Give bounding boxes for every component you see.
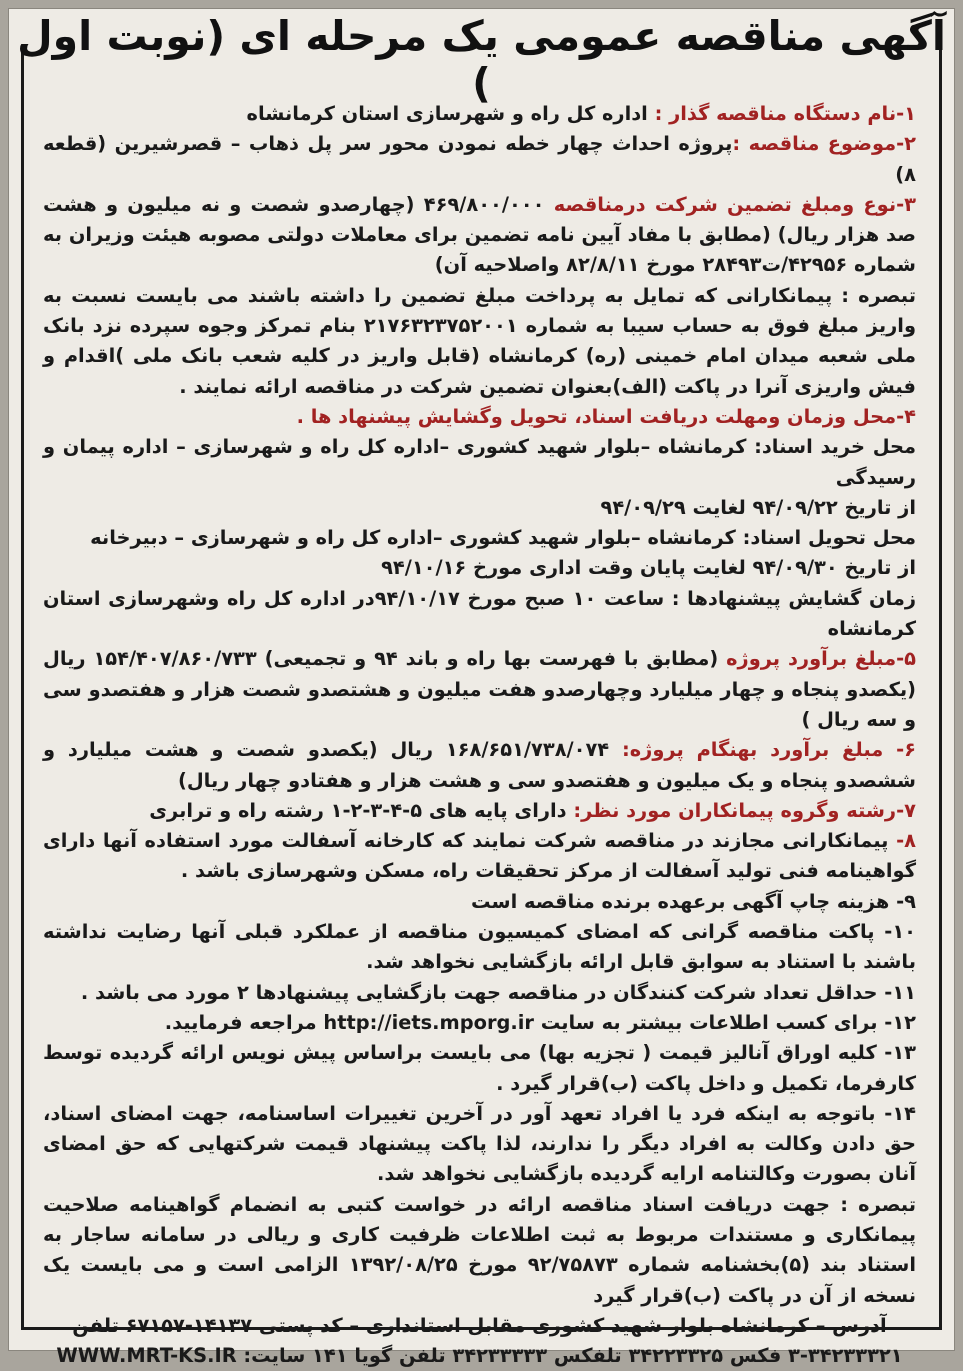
item-9: ۹- هزینه چاپ آگهی برعهده برنده مناقصه است xyxy=(470,889,916,913)
item-4-buy-dates: از تاریخ ۹۴/۰۹/۲۲ لغایت ۹۴/۰۹/۲۹ xyxy=(600,495,916,519)
contact: ۳-۳۴۲۳۳۳۲۱ فکس ۳۴۲۲۳۳۲۵ تلفکس ۳۴۲۳۳۳۳۳ تلفن گویا ۱۴۱ سایت: WWW.MRT-KS.IR xyxy=(56,1344,903,1368)
item-4-deliver-place: محل تحویل اسناد: کرمانشاه –بلوار شهید کشوری –اداره کل راه و شهرسازی – دبیرخانه xyxy=(90,526,916,550)
iets-link[interactable]: http://iets.mporg.ir xyxy=(323,1010,534,1034)
item-10: ۱۰- پاکت مناقصه گرانی که امضای کمیسیون مناقصه از عملکرد قبلی آنها رضایت نداشته باشند با استناد به سوابق قابل ارائه بازگشایی نخواهد شد. xyxy=(43,920,916,974)
item-1: ۱-نام دستگاه مناقصه گذار : اداره کل راه و شهرسازی استان کرمانشاه xyxy=(246,102,916,125)
item-4-heading: ۴-محل وزمان ومهلت دریافت اسناد، تحویل وگشایش پیشنهاد ها . xyxy=(296,404,916,428)
item-4-deliver-dates: از تاریخ ۹۴/۰۹/۳۰ لغایت پایان وقت اداری مورخ ۹۴/۱۰/۱۶ xyxy=(381,556,916,580)
item-13: ۱۳- کلیه اوراق آنالیز قیمت ( تجزیه بها) می بایست براساس پیش نویس ارائه گردیده توسط کارفرما، تکمیل و داخل پاکت (ب)قرار گیرد . xyxy=(43,1041,916,1095)
item-12: ۱۲- برای کسب اطلاعات بیشتر به سایت http://iets.mporg.ir مراجعه فرمایید. xyxy=(164,1010,916,1034)
newspaper-clipping xyxy=(8,8,955,1368)
item-11: ۱۱- حداقل تعداد شرکت کنندگان در مناقصه جهت بازگشایی پیشنهادها ۲ مورد می باشد . xyxy=(80,980,916,1004)
item-6: ۶- مبلغ برآورد بهنگام پروژه: ۱۶۸/۶۵۱/۷۳۸/۰۷۴ ریال (یکصدو شصت و هشت میلیارد و ششصدو پنجاه و یک میلیون و هفتصدو سی و هشت هزار و هفتادو چهار ریال) xyxy=(43,738,916,792)
ad-title: آگهی مناقصه عمومی یک مرحله ای (نوبت اول ) xyxy=(17,12,946,108)
item-4-opening: زمان گشایش پیشنهادها : ساعت ۱۰ صبح مورخ ۹۴/۱۰/۱۷در اداره کل راه وشهرسازی استان کرمانشاه xyxy=(43,586,917,641)
note-2: تبصره : جهت دریافت اسناد مناقصه ارائه در خواست کتبی به انضمام گواهینامه صلاحیت پیمانکاری و مستندات مربوط به ثبت اطلاعات ظرفیت کاری و ریالی در سامانه ساجار به استناد بند (۵)بخشنامه شماره ۹۲/۷۵۸۷۳ مورخ ۱۳۹۲/۰۸/۲۵ الزامی است و می بایست یک نسخه از آن در پاکت (ب)قرار گیرد xyxy=(43,1192,916,1307)
note-1: تبصره : پیمانکارانی که تمایل به پرداخت مبلغ تضمین را داشته باشند می بایست نسبت به واریز مبلغ فوق به حساب سیبا به شماره ۲۱۷۶۳۲۳۷۵۲۰۰۱ بنام تمرکز وجوه سپرده نزد بانک ملی شعبه میدان امام خمینی (ره) کرمانشاه (قابل واریز در کلیه شعب بانک ملی )اقدام و فیش واریزی آنرا در پاکت (الف)بعنوان تضمین شرکت در مناقصه ارائه نمایند . xyxy=(43,283,916,398)
item-14: ۱۴- باتوجه به اینکه فرد یا افراد تعهد آور در آخرین تغییرات اساسنامه، جهت امضای اسناد، حق دادن وکالت به افراد دیگر را ندارند، لذا پاکت پیشنهاد قیمت شرکتهایی که حق امضای آنان بصورت وکالتنامه ارایه گردیده بازگشایی نخواهد شد. xyxy=(43,1101,916,1186)
ad-body xyxy=(43,99,917,1368)
item-8: ۸- پیمانکارانی مجازند در مناقصه شرکت نمایند که کارخانه آسفالت مورد استفاده آنها دارای گواهینامه فنی تولید آسفالت از مرکز تحقیقات راه، مسکن وشهرسازی باشد . xyxy=(43,829,916,883)
item-2: ۲-موضوع مناقصه :پروژه احداث چهار خطه نمودن محور سر پل ذهاب – قصرشیرین (قطعه ۸) xyxy=(43,132,917,186)
item-7: ۷-رشته وگروه پیمانکاران مورد نظر: دارای پایه های ۵-۴-۳-۲-۱ رشته راه و ترابری xyxy=(149,798,916,822)
address: آدرس – کرمانشاه بلوار شهید کشوری مقابل استانداری – کد پستی ۱۴۱۳۷-۶۷۱۵۷ تلفن xyxy=(72,1313,887,1337)
item-3: ۳-نوع ومبلغ تضمین شرکت درمناقصه ۴۶۹/۸۰۰/۰۰۰ (چهارصدو شصت و نه میلیون و هشت صد هزار ریال) (مطابق با مفاد آیین نامه تضمین برای معاملات دولتی مصوبه هیئت وزیران به شماره ۴۲۹۵۶/ت۲۸۴۹۳ مورخ ۸۲/۸/۱۱ واصلاحیه آن) xyxy=(43,192,916,277)
website-link[interactable]: WWW.MRT-KS.IR xyxy=(56,1344,237,1368)
item-4-buy-place: محل خرید اسناد: کرمانشاه –بلوار شهید کشوری –اداره کل راه و شهرسازی – اداره پیمان و رسیدگی xyxy=(43,435,916,489)
item-5: ۵-مبلغ برآورد پروژه (مطابق با فهرست بها راه و باند ۹۴ و تجمیعی) ۱۵۴/۴۰۷/۸۶۰/۷۳۳ ریال (یکصدو پنجاه و چهار میلیارد وچهارصدو هفت میلیون و هشتصدو شصت هزار و هفتصدو سی و سه ریال ) xyxy=(43,647,916,731)
